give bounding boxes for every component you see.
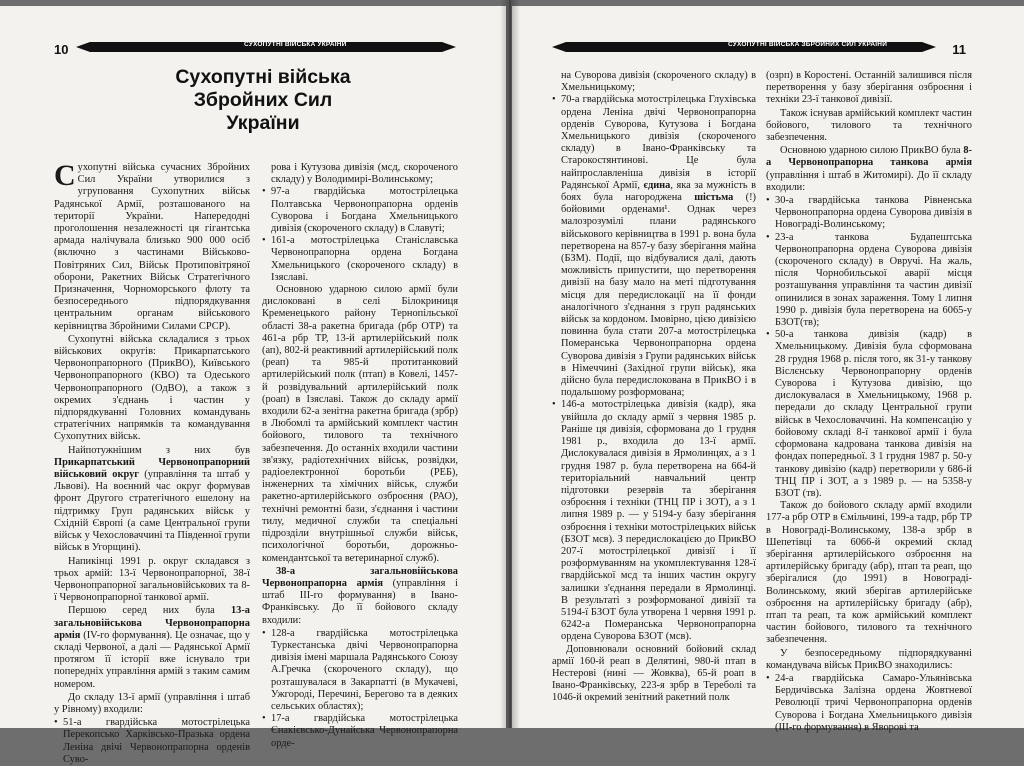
- list-item: рова і Кутузова дивізія (мсд, скороченого складу) у Володимирі-Волинському;: [271, 162, 458, 186]
- text-run: (управління та штаб у Львові). На воєнний час округ формував фронт Другого стратегічного ешелону на підтримку Груп радянських військ у Східній Європі (а саме Центральної групи військ у Чехословаччині та Південної групи військ в Угорщині).: [54, 469, 250, 554]
- list-item: • 24-а гвардійська Самаро-Ульянівська Бердичівська Залізна ордена Жовтневої Революції тричі Червонопрапорна орденів Суворова і Богдана Хмельницького дивізія (III-го формування) в Яворові та: [766, 673, 972, 734]
- list-item: • 17-а гвардійська мотострілецька Єнакієвсько-Дунайська Червонопрапорна орде-: [262, 713, 458, 750]
- left-column-2: [262, 162, 458, 750]
- right-page-number: 11: [952, 42, 966, 57]
- unit-list: [766, 195, 972, 500]
- list-item: на Суворова дивізія (скороченого складу) в Хмельницькому;: [561, 70, 756, 94]
- right-running-header: [552, 36, 966, 62]
- text-run: (управління і штаб III-го формування) в Івано-Франківську. До її бойового складу входили:: [262, 577, 458, 626]
- text-run: (IV-го формування). Це означає, що у складі Червоної, а далі — Радянської Армії протягом її історії вже існувало три попередніх управління армій з таким самим номером.: [54, 629, 250, 690]
- list-item: • 161-а мотострілецька Станіславська Червонопрапорна ордена Богдана Хмельницького (скороченого складу) в Ізяславі.: [262, 235, 458, 284]
- text-run: Найпотужнішим з них був: [68, 444, 250, 456]
- paragraph-text: ухопутні війська сучасних Збройних Сил України утворилися з угруповання Сухопутних військ Радянської Армії, розташованого на території України. Напередодні проголошення незалежності ця гігантська армада налічувала близько 900 000 осіб (включно з частинами Військово-Повітряних Сил, Військ Протиповітряної оборони, Ракетних Військ Стратегічного Призначення, Чорноморського флоту та безпосереднього підпорядкування центральним органам військового керівництва Збройними Силами СРСР).: [54, 162, 250, 332]
- paragraph: До складу 13-ї армії (управління і штаб у Рівному) входили:: [54, 691, 250, 715]
- paragraph: Також до бойового складу армії входили 177-а рбр ОТР в Ємільчині, 199-а тадр, рбр ТР в Новограді-Волинському, 138-а зрбр в Шепетівці та 6066-й окремий склад зберігання артилерійського озброєння на артилерійську бригаду (абр), птап та реап, що зберігалися (до 1991) в Новограді-Волинському, який зберігав артилерійське озброєння на артилерійську бригаду (абр), птап та реап, та кож армійський комплект частин бойового, тилового та технічного забезпечення.: [766, 500, 972, 646]
- paragraph: У безпосередньому підпорядкуванні командувача військ ПрикВО знаходились:: [766, 647, 972, 671]
- left-header-text: СУХОПУТНІ ВІЙСЬКА УКРАЇНИ: [244, 41, 347, 48]
- text-run: (!) бойовими орденами¹. Однак через малозрозумілі плани радянського військового керівництва в 1991 р. вона була перетворена на 857-у базу зберігання майна (БЗМ). Події, що відбувалися далі, дають можливість припустити, що перетворення дивізії на базу мало на меті підготування місця для передислокації на її фонди аналогічного з'єднання з груп радянських військ за кордоном. Імовірно, цією дивізією повинна була стати 207-а мотострілецька Померанська Червонопрапорна ордена Суворова дивізія з Групи радянських військ в Німеччині (Західної групи військ), яка дійсно була передислокована в ПрикВО і в подальшому розформована;: [561, 192, 756, 399]
- list-item: • 128-а гвардійська мотострілецька Туркестанська двічі Червонопрапорна дивізія імені маршала Радянського Союзу А.Гречка (скороченого складу), що розташувалася в Закарпатті (в Мукачеві, Ужгороді, Перечині, Берегово та в деяких сельських областях);: [262, 628, 458, 713]
- paragraph: Сухопутні війська складалися з трьох військових округів: Прикарпатського Червонопрапорного (ПрикВО), Київського Червонопрапорного (КВО) та Одеського Червонопрапорного (ОдВО), а також з окремих з'єднань і частин у підпорядкуванні Головних командувань стратегічних напрямків та командування Сухопутних військ.: [54, 333, 250, 443]
- text-run: (управління і штаб в Житомирі). До її складу входили:: [766, 169, 972, 193]
- text-run: Першою серед них була: [68, 605, 231, 617]
- paragraph: Також існував армійський комплект частин бойового, тилового та технічного забезпечення.: [766, 107, 972, 144]
- paragraph: [54, 445, 250, 555]
- text-run: Основною ударною силою ПрикВО була: [780, 145, 964, 157]
- unit-list: [262, 628, 458, 750]
- book-gutter: [500, 0, 520, 728]
- bold-text: 13-а загальновійськова Червонопрапорна армія: [54, 605, 250, 641]
- list-item: • 23-а танкова Будапештська Червонопрапорна ордена Суворова дивізія (скороченого складу) в Овручі. На жаль, після Чорнобильської аварії місця розташування управління та частин дивізії опинилися в зонах зараження. Тому 1 липня 1990 р. дивізія була перетворена на 6065-у БЗОТ(тв);: [766, 232, 972, 330]
- unit-list: [262, 162, 458, 284]
- unit-list: [552, 70, 756, 644]
- paragraph: [54, 159, 250, 333]
- paragraph: [262, 566, 458, 627]
- paragraph: Напикінці 1991 р. округ складався з трьох армій: 13-ї Червонопрапорної, 38-ї Червонопрапорної загальновійськових та 8-ї Червонопрапорної танкової армії.: [54, 555, 250, 604]
- bold-text: шістьма: [694, 192, 734, 204]
- left-header-bar: [76, 40, 456, 54]
- list-item: • 30-а гвардійська танкова Рівненська Червонопрапорна ордена Суворова дивізія в Новограді-Волинському;: [766, 195, 972, 232]
- bold-text: 38-а загальновійськова Червонопрапорна армія: [262, 565, 458, 589]
- bold-text: єдина: [643, 179, 671, 191]
- left-page-number: 10: [54, 42, 69, 57]
- paragraph: Доповнювали основний бойовий склад армії 160-й реап в Делятині, 980-й птап в Нестерові (нині — Жовква), 65-й роап в Івано-Франківську, 223-я зрбр в Тереболі та 1046-й окремий зенітний ракетний полк: [552, 643, 756, 704]
- left-running-header: [54, 36, 456, 62]
- chapter-title: [156, 66, 370, 135]
- unit-list: [54, 717, 250, 766]
- list-item: • 146-а мотострілецька дивізія (кадр), яка увійшла до складу армії з червня 1985 р. Раніше ця дивізія, сформована до 1 грудня 1981 р., входила до 13-ї армії. Дислокувалася дивізія в Ярмолинцях, а з 1 грудня 1987 р. була перетворена на 664-й територіальний навчальний центр підготовки резервів та зберігання озброєння і техніки (ТНЦ ПР і ЗОТ), а з 1 липня 1989 р. — у 5194-у базу зберігання озброєння і техніки мотострілецьких військ (БЗОТ мсв). З передислокацією до ПрикВО 207-ї мотострілецької дивізії і її розформуванням на укомплектування 128-ї гвардійської мсд та інших частин округу залишки з'єднання передали в Ярмолинці. В результаті з розформованої дивізії та 5194-ї БЗОТ була утворена 1 червня 1991 р. 6242-а Померанська Червонопрапорна ордена Суворова БЗОТ (мсв).: [552, 399, 756, 643]
- right-column-2: [766, 70, 972, 734]
- list-item: • 50-а танкова дивізія (кадр) в Хмельницькому. Дивізія була сформована 28 грудня 1968 р. після того, як 31-у танкову Віслєнську Червонопрапорну орденів Суворова і Кутузова дивізію, що дислокувалася в Хмельницькому, 1968 р. передали до складу Центральної групи військ в Чехословаччині. На компенсацію у бойовому складі 8-ї танкової армії і була сформована кадрована танкова дивізія на фондах попередньої. З 1 грудня 1987 р. 50-у танкову дивізію (кадр) перетворили у 686-й ТНЦ ПР і ЗОТ, а з 1989 р. — на 5358-у БЗОТ (тв).: [766, 329, 972, 500]
- text-run: 70-а гвардійська мотострілецька Глухівська ордена Леніна двічі Червонопрапорна орденів Суворова, Кутузова і Богдана Хмельницького дивізія (скороченого складу) в Івано-Франківську та Старокостянтинові. Це була найпрославленіша дивізія в історії Радянської Армії,: [561, 94, 756, 191]
- right-header-text: СУХОПУТНІ ВІЙСЬКА ЗБРОЙНИХ СИЛ УКРАЇНИ: [728, 41, 888, 48]
- unit-list: [766, 673, 972, 734]
- list-item: [552, 94, 756, 399]
- text-run: , яка за мужність в боях була нагороджена: [561, 179, 757, 204]
- chapter-title-line1: Сухопутні війська: [175, 66, 351, 88]
- bold-text: 8-а Червонопрапорна танкова армія: [766, 145, 972, 169]
- left-column-1: [54, 159, 250, 766]
- right-page: [512, 6, 1024, 733]
- paragraph: Основною ударною силою армії були дислоковані в селі Білокриниця Кременецького району Тернопільської області 38-а ракетна бригада (рбр ОТР) та 461-а рбр ТР, 13-й артилерійський полк (ап), 802-й реактивний артилерійський полк (реап) та 985-й протитанковий артилерійський полк (птап) в Ковелі, 1457-й розвідувальний артилерійський полк (роап) в Ізяславі. Також до складу армії входили 62-а зенітна ракетна бригада (зрбр) в Любомлі та армійський комплект частин бойового, тилового та технічного забезпечення. До останніх входили частини зв'язку, радіотехнічних військ, розвідки, радіоелектронної боротьби (РЕБ), інженерних та хімічних військ, служби ракетно-артилерійського озброєння (РАО), технічні ремонтні бази, з'єднання і частини тилу, медичної служби та спеціальні підрозділи внутрішньої служби військ, психологічної боротьби, дорожньо-комендантської та ветеринарної служб).: [262, 284, 458, 564]
- chapter-title-line2: Збройних Сил України: [193, 89, 333, 134]
- left-page: [0, 6, 506, 765]
- right-column-1: [552, 70, 756, 706]
- list-item: • 97-а гвардійська мотострілецька Полтавська Червонопрапорна орденів Суворова і Богдана Хмельницького дивізія (скороченого складу) в Славуті;: [262, 186, 458, 235]
- paragraph: [766, 145, 972, 194]
- paragraph: (озрп) в Коростені. Останній залишився після перетворення у базу зберігання озброєння і техніки 23-ї танкової дивізії.: [766, 70, 972, 106]
- drop-cap: С: [54, 159, 76, 192]
- list-item: • 51-а гвардійська мотострілецька Перекопсько Харківсько-Празька ордена Леніна двічі Червонопрапорна орденів Суво-: [54, 717, 250, 766]
- bold-text: Прикарпатський Червонопрапорний військовий округ: [54, 456, 250, 481]
- right-header-bar: [552, 40, 936, 54]
- paragraph: [54, 605, 250, 690]
